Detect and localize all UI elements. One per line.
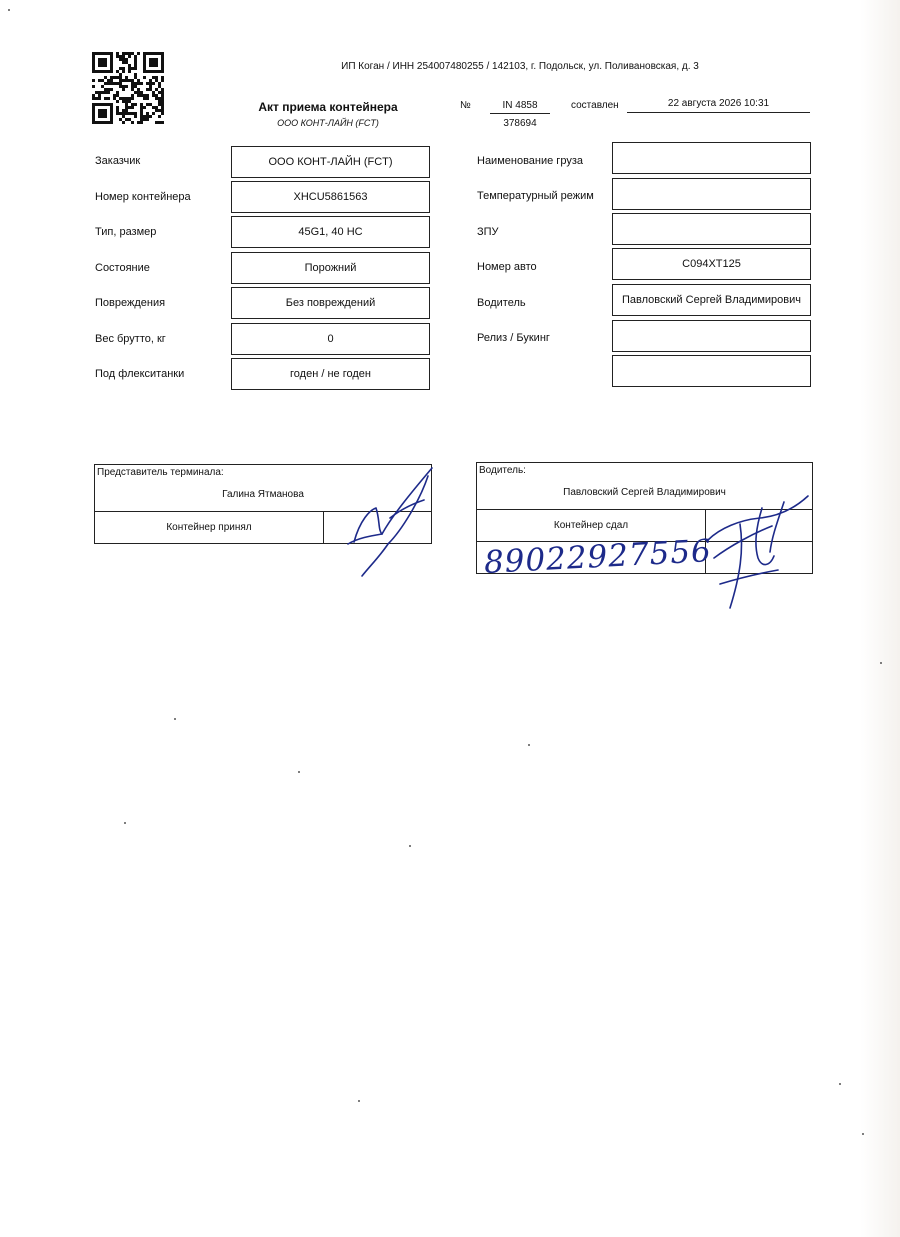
scan-speck	[298, 771, 300, 773]
driver-representative-name: Павловский Сергей Владимирович	[563, 487, 726, 498]
field-vehicle-number	[612, 248, 811, 280]
field-label-driver: Водитель	[477, 297, 526, 309]
field-value-flexitank: годен / не годен	[290, 368, 371, 380]
field-value-vehicle-number: С094ХТ125	[682, 258, 741, 270]
made-label: составлен	[571, 100, 619, 111]
driver-action-label: Контейнер сдал	[477, 510, 706, 542]
scan-speck	[8, 9, 10, 11]
field-driver	[612, 284, 811, 316]
scan-speck	[358, 1100, 360, 1102]
scan-speck	[862, 1133, 864, 1135]
number-label: №	[460, 100, 471, 111]
terminal-representative-name: Галина Ятманова	[222, 489, 304, 500]
field-temperature	[612, 178, 811, 210]
field-label-release-booking: Релиз / Букинг	[477, 332, 550, 344]
field-value-gross-weight: 0	[327, 333, 334, 345]
field-label-customer: Заказчик	[95, 155, 141, 167]
field-container-number	[231, 181, 430, 213]
field-value-damage: Без повреждений	[285, 297, 376, 309]
scan-edge-shadow	[860, 0, 900, 1237]
terminal-representative	[95, 465, 432, 512]
field-value-type-size: 45G1, 40 HC	[298, 226, 363, 238]
field-value-driver: Павловский Сергей Владимирович	[621, 294, 802, 306]
field-label-cargo-name: Наименование груза	[477, 155, 583, 167]
field-value-condition: Порожний	[304, 262, 357, 274]
field-extra	[612, 355, 811, 387]
handwritten-phone-number: 89022927556	[483, 533, 713, 581]
terminal-signature-cell	[324, 512, 432, 544]
field-flexitank	[231, 358, 430, 390]
scan-speck	[528, 744, 530, 746]
terminal-role-label: Представитель терминала:	[97, 467, 224, 478]
field-gross-weight	[231, 323, 430, 355]
qr-code	[92, 52, 164, 124]
field-type-size	[231, 216, 430, 248]
terminal-signature-block	[94, 464, 432, 544]
scan-speck	[839, 1083, 841, 1085]
field-value-container-number: XHCU5861563	[293, 191, 368, 203]
document-number-secondary: 378694	[503, 118, 537, 129]
field-cargo-name	[612, 142, 811, 174]
field-label-container-number: Номер контейнера	[95, 191, 191, 203]
field-label-gross-weight: Вес брутто, кг	[95, 333, 166, 345]
field-label-condition: Состояние	[95, 262, 150, 274]
field-seal	[612, 213, 811, 245]
organization-line: ИП Коган / ИНН 254007480255 / 142103, г. Подольск, ул. Поливановская, д. 3	[341, 61, 699, 72]
field-damage	[231, 287, 430, 319]
field-release-booking	[612, 320, 811, 352]
field-value-customer: ООО КОНТ-ЛАЙН (FCT)	[268, 156, 393, 168]
scan-speck	[409, 845, 411, 847]
scan-speck	[880, 662, 882, 664]
document-number: IN 4858	[490, 100, 550, 114]
field-label-seal: ЗПУ	[477, 226, 499, 238]
driver-representative	[477, 463, 813, 510]
document-subtitle: ООО КОНТ-ЛАЙН (FCT)	[277, 118, 379, 128]
field-condition	[231, 252, 430, 284]
driver-role-label: Водитель:	[479, 465, 526, 476]
made-date: 22 августа 2026 10:31	[627, 98, 810, 113]
field-label-vehicle-number: Номер авто	[477, 261, 537, 273]
terminal-action-label: Контейнер принял	[95, 512, 324, 544]
document-title: Акт приема контейнера	[258, 100, 398, 114]
scan-speck	[174, 718, 176, 720]
field-label-temperature: Температурный режим	[477, 190, 594, 202]
scan-speck	[124, 822, 126, 824]
field-label-type-size: Тип, размер	[95, 226, 157, 238]
field-label-damage: Повреждения	[95, 297, 166, 309]
field-label-flexitank: Под флекситанки	[95, 368, 185, 380]
field-customer	[231, 146, 430, 178]
